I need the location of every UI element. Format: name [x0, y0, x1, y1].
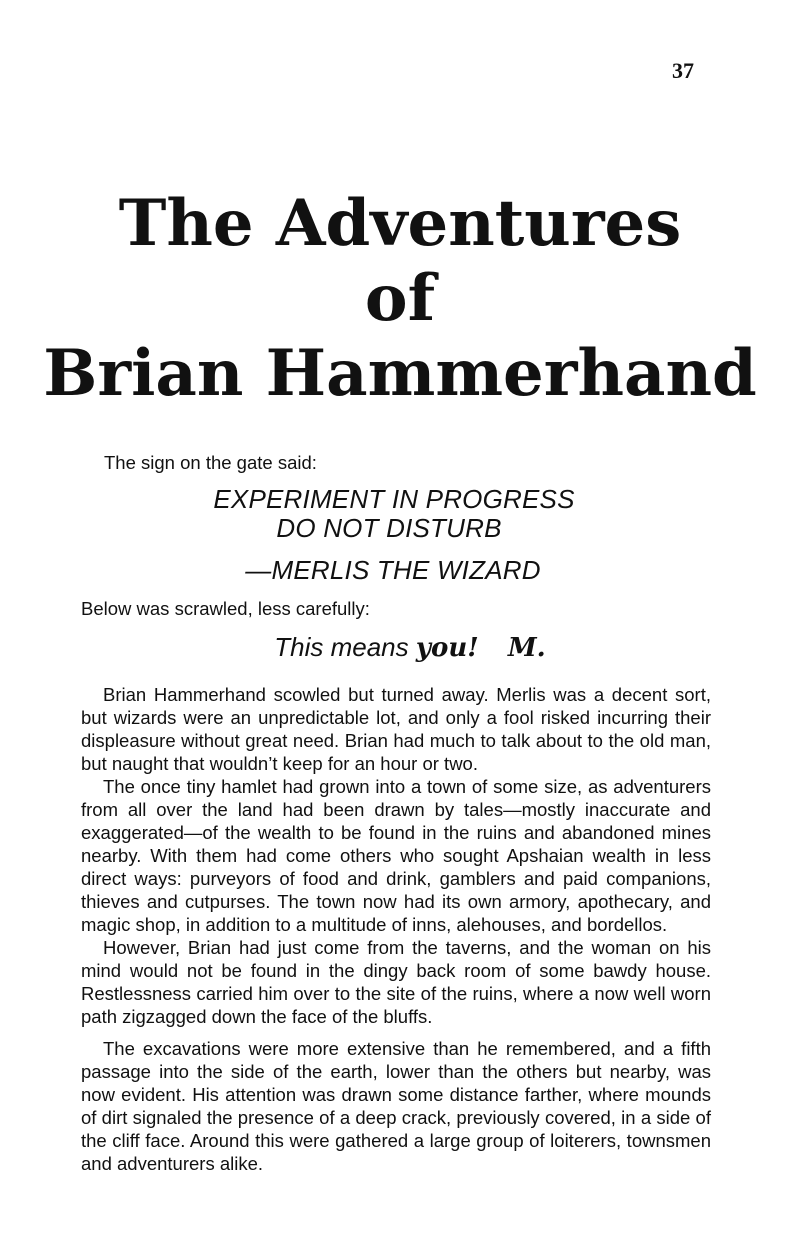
note-signature: M.: [507, 633, 546, 663]
note-emphasis: you!: [415, 633, 479, 663]
title-line-2: of: [364, 261, 436, 336]
scrawled-note: [0, 632, 800, 663]
note-prefix: This means: [274, 632, 409, 662]
paragraph-1: Brian Hammerhand scowled but turned away. Merlis was a decent sort, but wizards were an unpredictable lot, and only a fool risked incurring their displeasure without great need. Brian had much to talk about to the old man, but naught that wouldn’t keep for an hour or two.: [81, 684, 711, 774]
chapter-title: [0, 186, 800, 411]
title-line-3: Brian Hammerhand: [43, 336, 757, 411]
paragraph-4: The excavations were more extensive than he remembered, and a fifth passage into the side of the earth, lower than the others but nearby, was now evident. His attention was drawn some distance farther, where mounds of dirt signaled the presence of a deep crack, previously covered, in a side of the cliff face. Around this were gathered a large group of loiterers, townsmen and adventurers alike.: [81, 1038, 711, 1174]
below-text: Below was scrawled, less carefully:: [81, 598, 370, 619]
page-number: 37: [672, 58, 694, 83]
paragraph-2: The once tiny hamlet had grown into a town of some size, as adventurers from all over the land had been drawn by tales—mostly inaccurate and exaggerated—of the wealth to be found in the ruins and abandoned mines nearby. With them had come others who sought Apshaian wealth in less direct ways: purveyors of food and drink, gamblers and paid companions, thieves and cutpurses. The town now had its own armory, apothecary, and magic shop, in addition to a multitude of inns, alehouses, and bordellos.: [81, 776, 711, 935]
sign-line-1: EXPERIMENT IN PROGRESS: [213, 484, 575, 514]
sign-intro: The sign on the gate said:: [104, 452, 317, 473]
body-text-block-1: [81, 683, 711, 1175]
sign-line-3: —MERLIS THE WIZARD: [245, 555, 541, 585]
paragraph-3: However, Brian had just come from the taverns, and the woman on his mind would not be found in the dingy back room of some bawdy house. Restlessness carried him over to the site of the ruins, where a now well worn path zigzagged down the face of the bluffs.: [81, 937, 711, 1027]
sign-line-2: DO NOT DISTURB: [276, 513, 502, 543]
title-line-1: The Adventures: [118, 186, 682, 261]
